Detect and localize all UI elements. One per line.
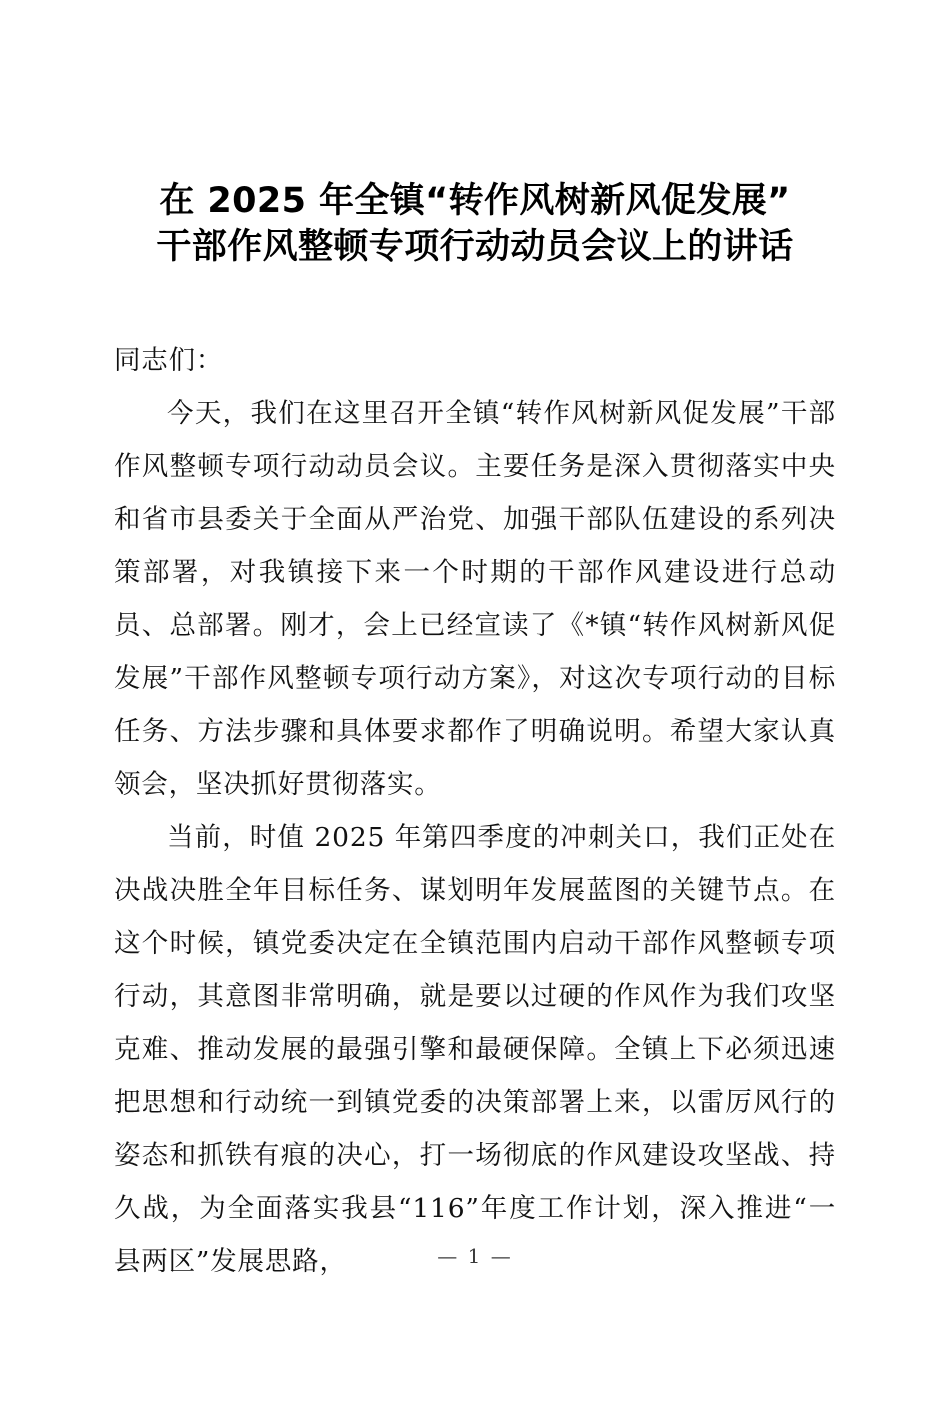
title-body-spacer: [0, 270, 950, 334]
body-paragraph-1: 今天，我们在这里召开全镇“转作风树新风促发展”干部作风整顿专项行动动员会议。主要任务是深入贯彻落实中央和省市县委关于全面从严治党、加强干部队伍建设的系列决策部署，对我镇接下来一个时期的干部作风建设进行总动员、总部署。刚才，会上已经宣读了《*镇“转作风树新风促发展”干部作风整顿专项行动方案》，对这次专项行动的目标任务、方法步骤和具体要求都作了明确说明。希望大家认真领会，坚决抓好贯彻落实。: [114, 398, 836, 800]
page-number-footer: — 1 —: [437, 1244, 513, 1268]
top-margin-spacer: [0, 0, 950, 178]
body-paragraph-2: 当前，时值 2025 年第四季度的冲刺关口，我们正处在决战决胜全年目标任务、谋划明年发展蓝图的关键节点。在这个时候，镇党委决定在全镇范围内启动干部作风整顿专项行动，其意图非常明确，就是要以过硬的作风作为我们攻坚克难、推动发展的最强引擎和最硬保障。全镇上下必须迅速把思想和行动统一到镇党委的决策部署上来，以雷厉风行的姿态和抓铁有痕的决心，打一场彻底的作风建设攻坚战、持久战，为全面落实我县“116”年度工作计划，深入推进“一县两区”发展思路，: [114, 822, 836, 1277]
document-body: [114, 334, 836, 1288]
bottom-margin-spacer: [0, 1288, 950, 1408]
page-title-line-1: 在 2025 年全镇“转作风树新风促发展”: [159, 181, 791, 221]
salutation-line: 同志们：: [114, 345, 224, 376]
page-title-line-2: 干部作风整顿专项行动动员会议上的讲话: [156, 227, 794, 267]
page-title: [112, 178, 838, 270]
